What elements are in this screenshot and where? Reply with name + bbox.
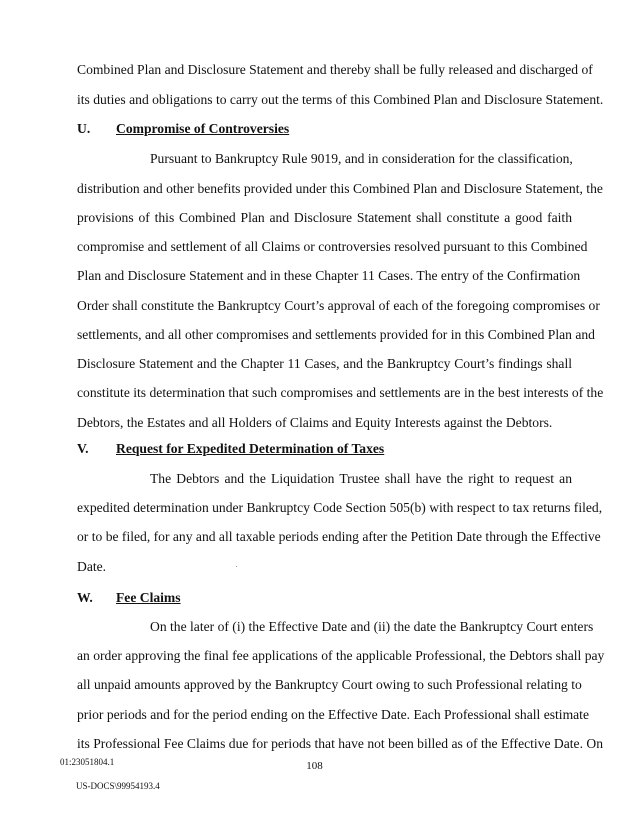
document-id: US-DOCS\99954193.4 (76, 781, 160, 791)
paragraph-line: Disclosure Statement and the Chapter 11 Cases, and the Bankruptcy Court’s findings shall (77, 356, 572, 371)
paragraph-line: On the later of (i) the Effective Date and (ii) the date the Bankruptcy Court enters (150, 619, 594, 634)
paragraph-line: distribution and other benefits provided under this Combined Plan and Disclosure Statement, the (77, 181, 603, 196)
paragraph-line: all unpaid amounts approved by the Bankruptcy Court owing to such Professional relating to (77, 677, 582, 692)
paragraph-line: Plan and Disclosure Statement and in these Chapter 11 Cases. The entry of the Confirmation (77, 268, 581, 283)
paragraph-line: Combined Plan and Disclosure Statement and thereby shall be fully released and discharged of (77, 62, 593, 77)
paragraph-line: settlements, and all other compromises and settlements provided for in this Combined Plan and (77, 327, 595, 342)
section-letter: U. (77, 121, 91, 136)
document-id: 01:23051804.1 (60, 757, 115, 767)
page-number: 108 (306, 760, 323, 772)
section-heading-u (77, 121, 289, 137)
paragraph-line: constitute its determination that such compromises and settlements are in the best interests of the (77, 385, 604, 400)
paragraph-line: provisions of this Combined Plan and Disclosure Statement shall constitute a good faith (77, 210, 572, 225)
section-heading-w (77, 590, 181, 606)
paragraph-line: or to be filed, for any and all taxable periods ending after the Petition Date through the Effective (77, 529, 601, 544)
paragraph-line: its Professional Fee Claims due for periods that have not been billed as of the Effective Date. On (77, 736, 603, 751)
paragraph-line: its duties and obligations to carry out the terms of this Combined Plan and Disclosure Statement. (77, 92, 604, 107)
section-title: Compromise of Controversies (116, 121, 290, 136)
section-title: Fee Claims (116, 590, 181, 605)
paragraph-line: expedited determination under Bankruptcy Code Section 505(b) with respect to tax returns filed, (77, 500, 603, 515)
section-letter: V. (77, 441, 89, 456)
paragraph-line: Pursuant to Bankruptcy Rule 9019, and in consideration for the classification, (150, 151, 573, 166)
paragraph-line: Debtors, the Estates and all Holders of Claims and Equity Interests against the Debtors. (77, 415, 553, 430)
paragraph-line: an order approving the final fee applications of the applicable Professional, the Debtors shall pay (77, 648, 605, 663)
paragraph-line: Order shall constitute the Bankruptcy Court’s approval of each of the foregoing compromises or (77, 298, 600, 313)
paragraph-line: compromise and settlement of all Claims or controversies resolved pursuant to this Combined (77, 239, 588, 254)
section-letter: W. (77, 590, 93, 605)
paragraph-line: prior periods and for the period ending on the Effective Date. Each Professional shall estimate (77, 707, 589, 722)
scan-speck (236, 566, 237, 567)
paragraph-line: The Debtors and the Liquidation Trustee shall have the right to request an (150, 471, 572, 486)
paragraph-line: Date. (77, 559, 107, 574)
section-title: Request for Expedited Determination of Taxes (116, 441, 385, 456)
section-heading-v (77, 441, 384, 457)
